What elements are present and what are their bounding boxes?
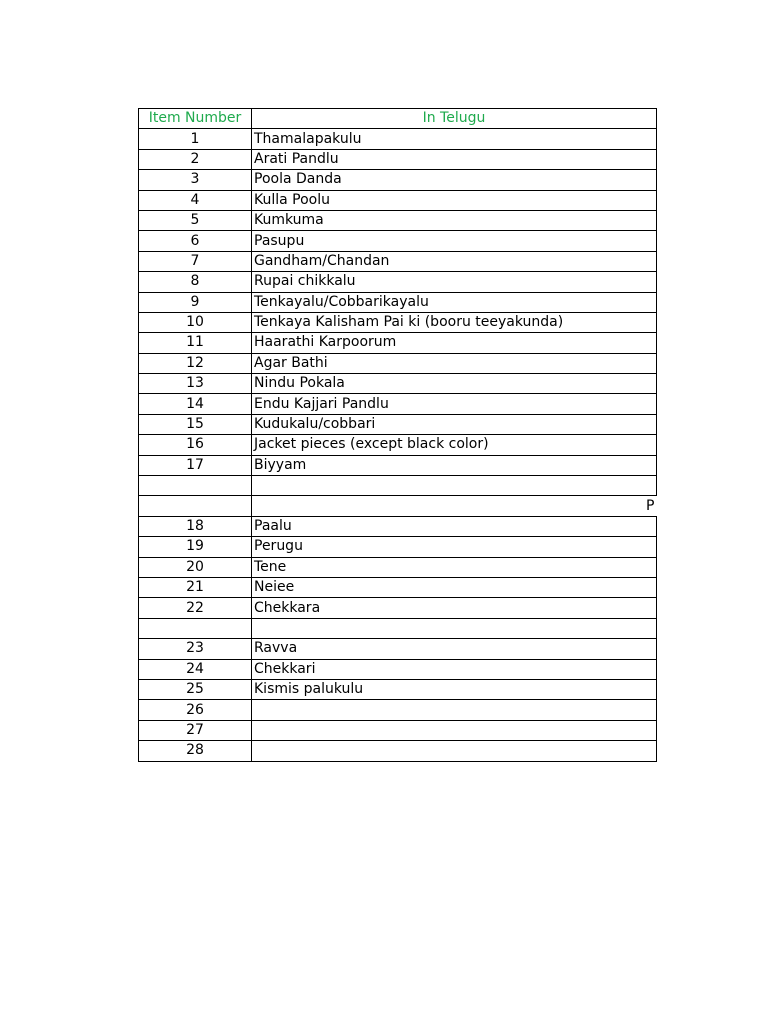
item-number-cell: 5 [139, 210, 252, 230]
item-number-cell [139, 496, 252, 516]
telugu-name-cell: Perugu [252, 537, 657, 557]
item-number-cell [139, 476, 252, 496]
telugu-name-cell: Neiee [252, 577, 657, 597]
item-number-cell: 25 [139, 679, 252, 699]
telugu-name-cell: P [646, 497, 655, 514]
table-row [139, 679, 657, 699]
item-number-cell: 6 [139, 231, 252, 251]
table-row [139, 149, 657, 169]
table-row [139, 557, 657, 577]
telugu-name-cell: Poola Danda [252, 170, 657, 190]
item-number-cell: 7 [139, 251, 252, 271]
telugu-name-cell: Arati Pandlu [252, 149, 657, 169]
table-row [139, 598, 657, 618]
item-number-cell: 22 [139, 598, 252, 618]
telugu-name-cell: Rupai chikkalu [252, 272, 657, 292]
item-number-cell: 14 [139, 394, 252, 414]
table-row [139, 537, 657, 557]
table-row [139, 618, 657, 638]
table-row [139, 639, 657, 659]
item-number-cell: 11 [139, 333, 252, 353]
table-row [139, 700, 657, 720]
telugu-name-cell: Kumkuma [252, 210, 657, 230]
item-number-cell: 24 [139, 659, 252, 679]
telugu-name-cell [252, 720, 657, 740]
item-number-cell: 20 [139, 557, 252, 577]
telugu-name-cell: Thamalapakulu [252, 129, 657, 149]
telugu-name-cell: Chekkari [252, 659, 657, 679]
telugu-name-cell: Kismis palukulu [252, 679, 657, 699]
item-number-cell: 23 [139, 639, 252, 659]
item-number-cell: 26 [139, 700, 252, 720]
table-row [139, 476, 657, 496]
telugu-name-cell: Tenkaya Kalisham Pai ki (booru teeyakunda) [252, 312, 657, 332]
item-number-cell: 13 [139, 374, 252, 394]
item-number-cell: 4 [139, 190, 252, 210]
table-row [139, 292, 657, 312]
telugu-name-cell: Kudukalu/cobbari [252, 414, 657, 434]
table-row [139, 129, 657, 149]
item-number-cell: 10 [139, 312, 252, 332]
table-row [139, 455, 657, 475]
item-number-cell: 16 [139, 435, 252, 455]
telugu-name-cell: Nindu Pokala [252, 374, 657, 394]
table-row [139, 496, 657, 516]
table-row [139, 720, 657, 740]
table-row [139, 272, 657, 292]
table-row [139, 374, 657, 394]
item-number-cell: 19 [139, 537, 252, 557]
table-row [139, 170, 657, 190]
telugu-name-cell: Tenkayalu/Cobbarikayalu [252, 292, 657, 312]
header-in-telugu: In Telugu [252, 109, 657, 129]
item-number-cell: 12 [139, 353, 252, 373]
table-row [139, 435, 657, 455]
table-row [139, 414, 657, 434]
telugu-name-cell: Biyyam [252, 455, 657, 475]
telugu-name-cell: Pasupu [252, 231, 657, 251]
table-row [139, 353, 657, 373]
telugu-name-cell [252, 618, 657, 638]
table-row [139, 251, 657, 271]
item-number-cell: 18 [139, 516, 252, 536]
item-number-cell: 3 [139, 170, 252, 190]
table-row [139, 394, 657, 414]
telugu-name-cell [252, 700, 657, 720]
items-table [138, 108, 657, 762]
table-row [139, 333, 657, 353]
telugu-name-cell: Agar Bathi [252, 353, 657, 373]
telugu-name-cell: Endu Kajjari Pandlu [252, 394, 657, 414]
telugu-name-cell: Jacket pieces (except black color) [252, 435, 657, 455]
telugu-name-cell: Paalu [252, 516, 657, 536]
item-number-cell: 2 [139, 149, 252, 169]
header-row [139, 109, 657, 129]
item-number-cell: 28 [139, 741, 252, 761]
item-number-cell: 21 [139, 577, 252, 597]
telugu-name-cell: Kulla Poolu [252, 190, 657, 210]
telugu-name-cell: Tene [252, 557, 657, 577]
item-number-cell: 8 [139, 272, 252, 292]
telugu-name-cell: Haarathi Karpoorum [252, 333, 657, 353]
table-row [139, 210, 657, 230]
item-number-cell: 17 [139, 455, 252, 475]
item-number-cell: 15 [139, 414, 252, 434]
telugu-name-cell [252, 476, 657, 496]
item-number-cell: 1 [139, 129, 252, 149]
item-number-cell: 27 [139, 720, 252, 740]
telugu-name-cell: Chekkara [252, 598, 657, 618]
item-number-cell [139, 618, 252, 638]
telugu-name-cell: Ravva [252, 639, 657, 659]
table-row [139, 231, 657, 251]
table-row [139, 741, 657, 761]
table-row [139, 190, 657, 210]
item-list-sheet [138, 108, 656, 762]
table-row [139, 659, 657, 679]
header-item-number: Item Number [139, 109, 252, 129]
table-row [139, 516, 657, 536]
table-row [139, 312, 657, 332]
item-number-cell: 9 [139, 292, 252, 312]
table-row [139, 577, 657, 597]
telugu-name-cell [252, 741, 657, 761]
telugu-name-cell: Gandham/Chandan [252, 251, 657, 271]
